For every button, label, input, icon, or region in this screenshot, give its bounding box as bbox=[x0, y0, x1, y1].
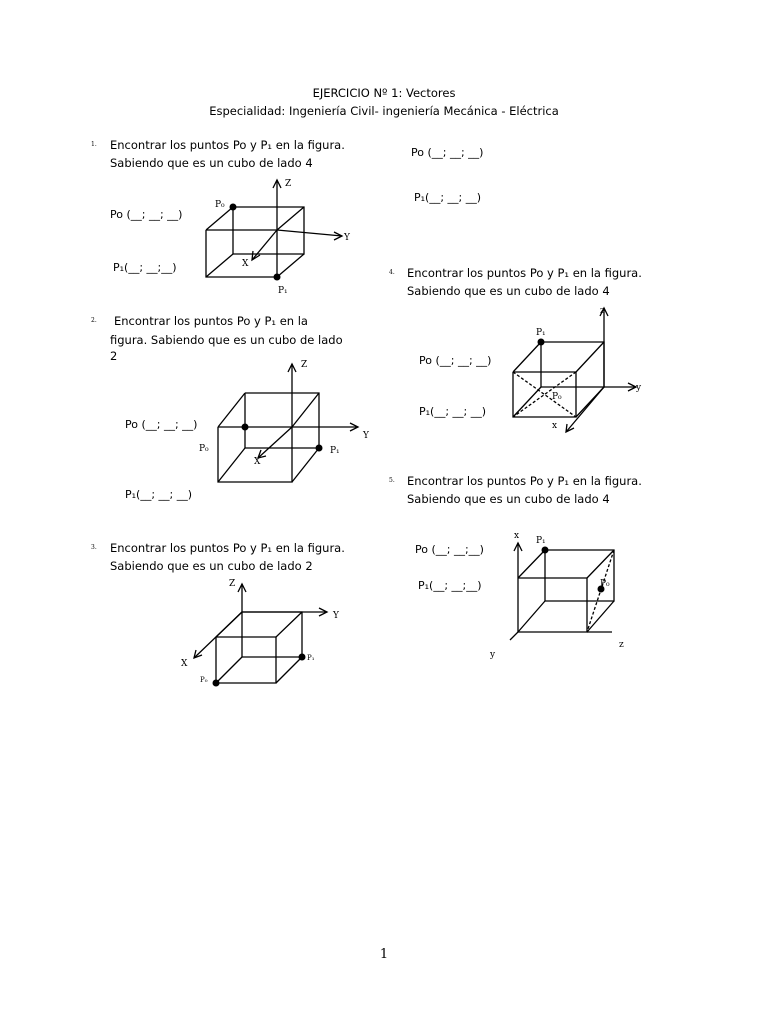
exercise-5-line-2: Sabiendo que es un cubo de lado 4 bbox=[407, 492, 610, 506]
axis-x-label: X bbox=[181, 659, 188, 669]
axis-z-label: z bbox=[600, 306, 605, 316]
axis-x-label: X bbox=[254, 457, 261, 467]
exercise-3-line-1: Encontrar los puntos Po y P₁ en la figura. bbox=[110, 541, 345, 555]
exercise-5-number: 5. bbox=[389, 477, 395, 484]
exercise-1-number: 1. bbox=[91, 141, 97, 148]
axis-y-label: y bbox=[636, 383, 642, 393]
axis-y-label: Y bbox=[363, 431, 369, 441]
point-p0-label: P₀ bbox=[600, 579, 610, 589]
axis-x-label: X bbox=[242, 259, 249, 269]
exercise-4-line-1: Encontrar los puntos Po y P₁ en la figura. bbox=[407, 266, 642, 280]
axis-z-label: Z bbox=[285, 179, 292, 189]
axis-y-label: Y bbox=[344, 233, 350, 243]
exercise-3-line-2: Sabiendo que es un cubo de lado 2 bbox=[110, 559, 313, 573]
page-title: EJERCICIO Nº 1: Vectores bbox=[312, 86, 456, 100]
page-number: 1 bbox=[379, 947, 389, 962]
exercise-5-line-1: Encontrar los puntos Po y P₁ en la figura. bbox=[407, 474, 642, 488]
exercise-1-line-1: Encontrar los puntos Po y P₁ en la figura. bbox=[110, 138, 345, 152]
point-p0-label: P₀ bbox=[199, 444, 209, 454]
point-p0-label: P₀ bbox=[215, 200, 225, 210]
exercise-2-line-1: Encontrar los puntos Po y P₁ en la bbox=[114, 314, 308, 328]
axis-x-label: x bbox=[514, 531, 520, 541]
exercise-3-number: 3. bbox=[91, 544, 97, 551]
point-p1-label: P₁ bbox=[307, 654, 315, 662]
axis-y-label: y bbox=[490, 650, 496, 660]
point-p1-label: P₁ bbox=[278, 286, 288, 296]
exercise-4-number: 4. bbox=[389, 269, 395, 276]
exercise-3-answer-p0: Po (__; __; __) bbox=[411, 146, 484, 159]
point-p1-label: P₁ bbox=[330, 446, 340, 456]
exercise-1-line-2: Sabiendo que es un cubo de lado 4 bbox=[110, 156, 313, 170]
axis-z-label: Z bbox=[229, 579, 236, 589]
exercise-1-answer-p1: P₁(__; __;__) bbox=[113, 261, 177, 274]
page-subtitle: Especialidad: Ingeniería Civil- ingeniería Mecánica - Eléctrica bbox=[209, 104, 559, 118]
exercise-4-line-2: Sabiendo que es un cubo de lado 4 bbox=[407, 284, 610, 298]
point-p0-label: P₀ bbox=[552, 392, 562, 402]
point-p1-label: P₁ bbox=[536, 536, 546, 546]
exercise-2-line-2: figura. Sabiendo que es un cubo de lado bbox=[110, 333, 343, 347]
exercise-2-answer-p1: P₁(__; __; __) bbox=[125, 488, 193, 501]
exercise-2-number: 2. bbox=[91, 317, 97, 324]
point-p1-label: P₁ bbox=[536, 328, 546, 338]
axis-x-label: x bbox=[552, 421, 558, 431]
exercise-2-answer-p0: Po (__; __; __) bbox=[125, 418, 198, 431]
axis-z-label: z bbox=[619, 640, 624, 650]
exercise-4-answer-p0: Po (__; __; __) bbox=[419, 354, 492, 367]
exercise-4-answer-p1: P₁(__; __; __) bbox=[419, 405, 487, 418]
point-p1-marker bbox=[542, 547, 549, 554]
exercise-1-answer-p0: Po (__; __; __) bbox=[110, 208, 183, 221]
axis-z-label: Z bbox=[301, 360, 308, 370]
point-p0-label: P₀ bbox=[200, 676, 208, 684]
axis-y-label: Y bbox=[333, 611, 339, 621]
exercise-3-answer-p1: P₁(__; __; __) bbox=[414, 191, 482, 204]
exercise-5-answer-p0: Po (__; __;__) bbox=[415, 543, 484, 556]
exercise-2-line-3: 2 bbox=[110, 349, 118, 363]
exercise-5-answer-p1: P₁(__; __;__) bbox=[418, 579, 482, 592]
